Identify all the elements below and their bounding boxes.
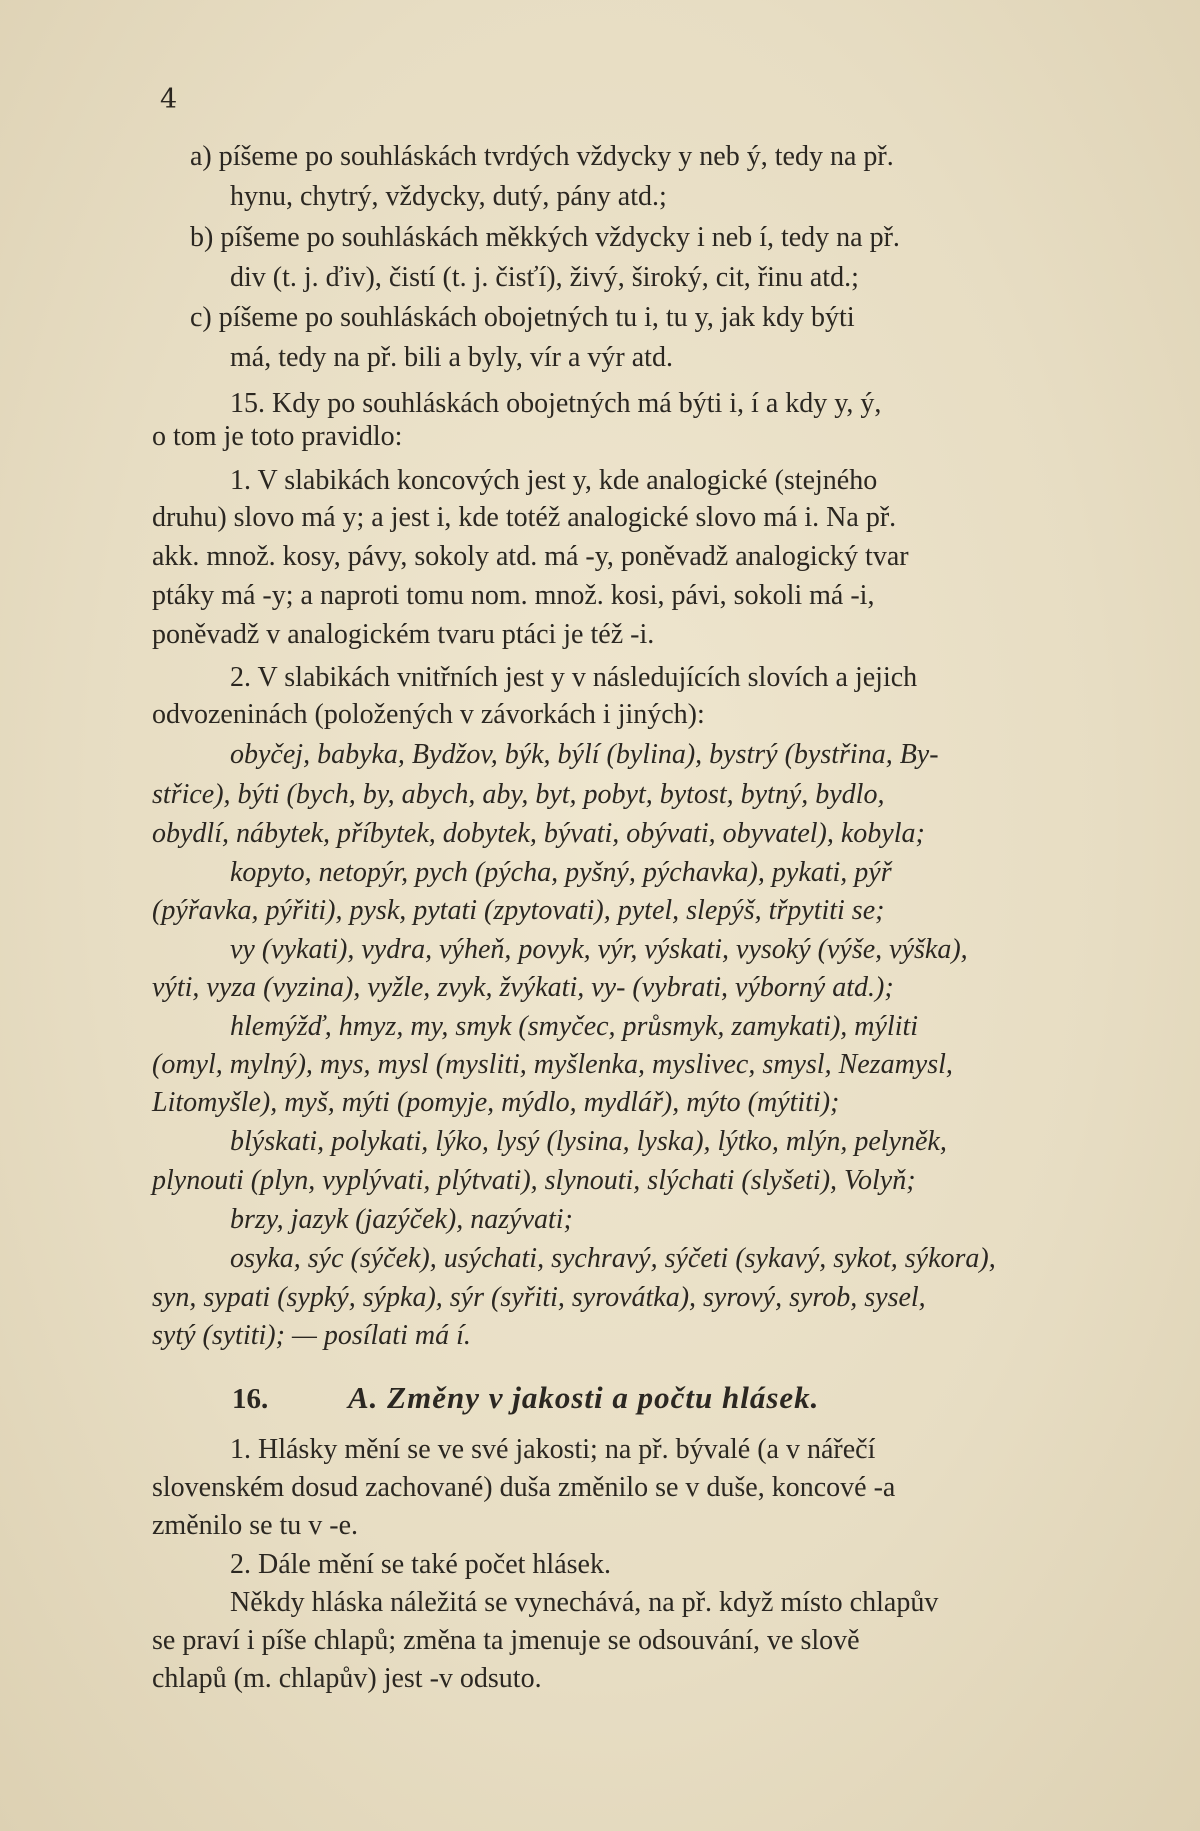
text-line: slovenském dosud zachované) duša změnilo se v duše, koncové -a (152, 1472, 896, 1503)
word-list-line: plynouti (plyn, vyplývati, plýtvati), slynouti, slýchati (slyšeti), Volyň; (152, 1165, 916, 1196)
word-list-line: obydlí, nábytek, příbytek, dobytek, bývati, obývati, obyvatel), kobyla; (152, 818, 925, 849)
text-line: 1. Hlásky mění se ve své jakosti; na př. bývalé (a v nářečí (230, 1434, 876, 1465)
text-line: o tom je toto pravidlo: (152, 421, 403, 452)
word-list-line: hlemýžď, hmyz, my, smyk (smyčec, průsmyk, zamykati), mýliti (230, 1011, 919, 1042)
word-list-line: (omyl, mylný), mys, mysl (mysliti, myšlenka, myslivec, smysl, Nezamysl, (152, 1049, 953, 1080)
text-line: má, tedy na př. bili a byly, vír a výr atd. (230, 342, 673, 373)
text-line: změnilo se tu v -e. (152, 1510, 359, 1541)
text-line: chlapů (m. chlapův) jest -v odsuto. (152, 1663, 542, 1694)
text-line: akk. množ. kosy, pávy, sokoly atd. má -y, poněvadž analogický tvar (152, 541, 909, 572)
section-16-number: 16. (232, 1383, 269, 1415)
word-list-line: blýskati, polykati, lýko, lysý (lysina, lyska), lýtko, mlýn, pelyněk, (230, 1126, 947, 1157)
text-line: 2. Dále mění se také počet hlásek. (230, 1549, 611, 1580)
text-line: poněvadž v analogickém tvaru ptáci je též -i. (152, 619, 655, 650)
text-line: odvozeninách (položených v závorkách i jiných): (152, 699, 705, 730)
text-line: ptáky má -y; a naproti tomu nom. množ. kosi, pávi, sokoli má -i, (152, 580, 875, 611)
section-16-heading: A. Změny v jakosti a počtu hlásek. (348, 1380, 820, 1415)
word-list-line: obyčej, babyka, Bydžov, býk, býlí (bylina), bystrý (bystřina, By- (230, 739, 939, 770)
text-line: 1. V slabikách koncových jest y, kde analogické (stejného (230, 465, 878, 496)
page-number: 4 (160, 84, 178, 115)
word-list-line: (pýřavka, pýřiti), pysk, pytati (zpytovati), pytel, slepýš, třpytiti se; (152, 895, 885, 926)
word-list-line: kopyto, netopýr, pych (pýcha, pyšný, pýchavka), pykati, pýř (230, 857, 892, 888)
word-list-line: syn, sypati (sypký, sýpka), sýr (syřiti, syrovátka), syrový, syrob, sysel, (152, 1282, 926, 1313)
word-list-line: vy (vykati), vydra, výheň, povyk, výr, výskati, vysoký (výše, výška), (230, 934, 968, 965)
text-line: div (t. j. ďiv), čistí (t. j. čisťí), živý, široký, cit, řinu atd.; (230, 262, 859, 293)
text-line: Někdy hláska náležitá se vynechává, na př. když místo chlapův (230, 1587, 939, 1618)
word-list-line: výti, vyza (vyzina), vyžle, zvyk, žvýkati, vy- (vybrati, výborný atd.); (152, 972, 894, 1003)
text-line: druhu) slovo má y; a jest i, kde totéž analogické slovo má i. Na př. (152, 502, 897, 533)
text-line: hynu, chytrý, vždycky, dutý, pány atd.; (230, 181, 667, 212)
word-list-line: sytý (sytiti); — posílati má í. (152, 1320, 471, 1351)
word-list-line: brzy, jazyk (jazýček), nazývati; (230, 1204, 573, 1235)
text-line: b) píšeme po souhláskách měkkých vždycky i neb í, tedy na př. (190, 222, 900, 253)
text-line: 2. V slabikách vnitřních jest y v následujících slovích a jejich (230, 662, 918, 693)
text-line: se praví i píše chlapů; změna ta jmenuje se odsouvání, ve slově (152, 1625, 860, 1656)
word-list-line: osyka, sýc (sýček), usýchati, sychravý, sýčeti (sykavý, sykot, sýkora), (230, 1243, 996, 1274)
text-line: a) píšeme po souhláskách tvrdých vždycky y neb ý, tedy na př. (190, 141, 894, 172)
word-list-line: Litomyšle), myš, mýti (pomyje, mýdlo, mydlář), mýto (mýtiti); (152, 1087, 840, 1118)
word-list-line: střice), býti (bych, by, abych, aby, byt, pobyt, bytost, bytný, bydlo, (152, 779, 885, 810)
section-15-line: 15. Kdy po souhláskách obojetných má býti i, í a kdy y, ý, (230, 388, 882, 419)
text-line: c) píšeme po souhláskách obojetných tu i, tu y, jak kdy býti (190, 302, 855, 333)
